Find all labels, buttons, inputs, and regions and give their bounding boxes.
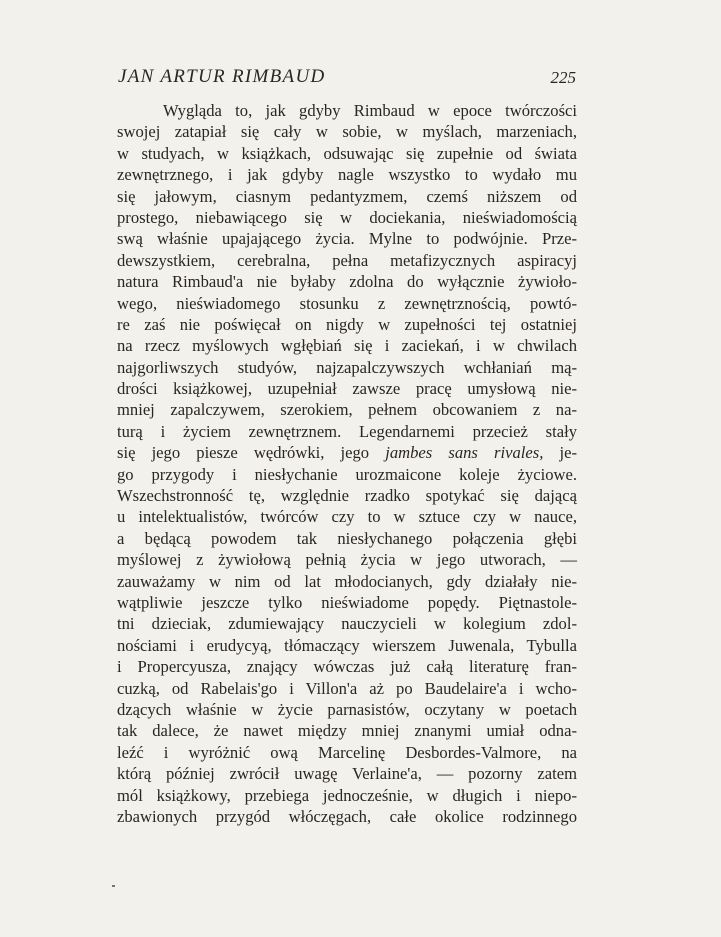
running-title: JAN ARTUR RIMBAUD — [118, 66, 326, 87]
text-line: się jałowym, ciasnym pedantyzmem, czemś niższem od — [117, 186, 577, 206]
body-text — [117, 100, 577, 827]
text-line: na rzecz myślowych wgłębiań się i zaciekań, i w chwilach — [117, 336, 577, 356]
text-line: zewnętrznego, i jak gdyby nagle wszystko to wydało mu — [117, 165, 577, 185]
text-line: myślowej z żywiołową pełnią życia w jego utworach, — — [117, 550, 577, 570]
page-header — [118, 66, 576, 92]
text-line: zbawionych przygód włóczęgach, całe okolice rodzinnego — [117, 806, 577, 826]
text-line: zauważamy w nim od lat młodocianych, gdy działały nie- — [117, 571, 577, 591]
text-line: mniej zapalczywem, szerokiem, pełnem obcowaniem z na- — [117, 400, 577, 420]
text-line: nościami i erudycyą, tłómaczący wierszem Juwenala, Tybulla — [117, 635, 577, 655]
text-line: prostego, niebawiącego się w dociekania, nieświadomością — [117, 207, 577, 227]
text-line: leźć i wyróżnić ową Marcelinę Desbordes-Valmore, na — [117, 742, 577, 762]
text-line: i Propercyusza, znający wówczas już całą literaturę fran- — [117, 657, 577, 677]
text-line: swojej zatapiał się cały w sobie, w myślach, marzeniach, — [117, 122, 577, 142]
ink-mark — [112, 885, 115, 887]
text-line: w studyach, w książkach, odsuwając się zupełnie od świata — [117, 143, 577, 163]
text-line: tak dalece, że nawet między mniej znanymi umiał odna- — [117, 721, 577, 741]
text-line: mól książkowy, przebiega jednocześnie, w długich i niepo- — [117, 785, 577, 805]
text-line: najgorliwszych studyów, najzapalczywszych wchłaniań mą- — [117, 357, 577, 377]
text-line: wątpliwie jeszcze tylko nieświadome popędy. Piętnastole- — [117, 592, 577, 612]
text-segment: się jego piesze wędrówki, jego — [117, 443, 386, 463]
text-line: a będącą powodem tak niesłychanego połączenia głębi — [117, 528, 577, 548]
text-line: u intelektualistów, twórców czy to w sztuce czy w nauce, — [117, 507, 577, 527]
text-line: cuzką, od Rabelais'go i Villon'a aż po Baudelaire'a i wcho- — [117, 678, 577, 698]
text-line: którą później zwrócił uwagę Verlaine'a, — pozorny zatem — [117, 764, 577, 784]
page-number: 225 — [550, 68, 576, 87]
text-line: tni dzieciak, zdumiewający nauczycieli w kolegium zdol- — [117, 614, 577, 634]
text-line: wego, nieświadomego stosunku z zewnętrznością, powtó- — [117, 293, 577, 313]
text-line: turą i życiem zewnętrznem. Legendarnemi przecież stały — [117, 421, 577, 441]
text-line: Wszechstronność tę, względnie rzadko spotykać się dającą — [117, 486, 577, 506]
italic-phrase: jambes sans rivales, — [385, 443, 544, 463]
text-line: dzących właśnie w życie parnasistów, oczytany w poetach — [117, 699, 577, 719]
text-line: dewszystkiem, cerebralna, pełna metafizycznych aspiracyj — [117, 250, 577, 270]
text-line-with-italic — [117, 442, 577, 463]
text-line: Wygląda to, jak gdyby Rimbaud w epoce twórczości — [163, 101, 577, 120]
text-line: go przygody i niesłychanie urozmaicone koleje życiowe. — [117, 464, 577, 484]
text-line: natura Rimbaud'a nie byłaby zdolna do wyłącznie żywioło- — [117, 272, 577, 292]
text-line: drości książkowej, uzupełniał zawsze pracę umysłową nie- — [117, 379, 577, 399]
text-line: swą właśnie upajającego życia. Mylne to podwójnie. Prze- — [117, 229, 577, 249]
text-line: re zaś nie poświęcał on nigdy w zupełności tej ostatniej — [117, 314, 577, 334]
text-segment: je- — [543, 443, 577, 463]
